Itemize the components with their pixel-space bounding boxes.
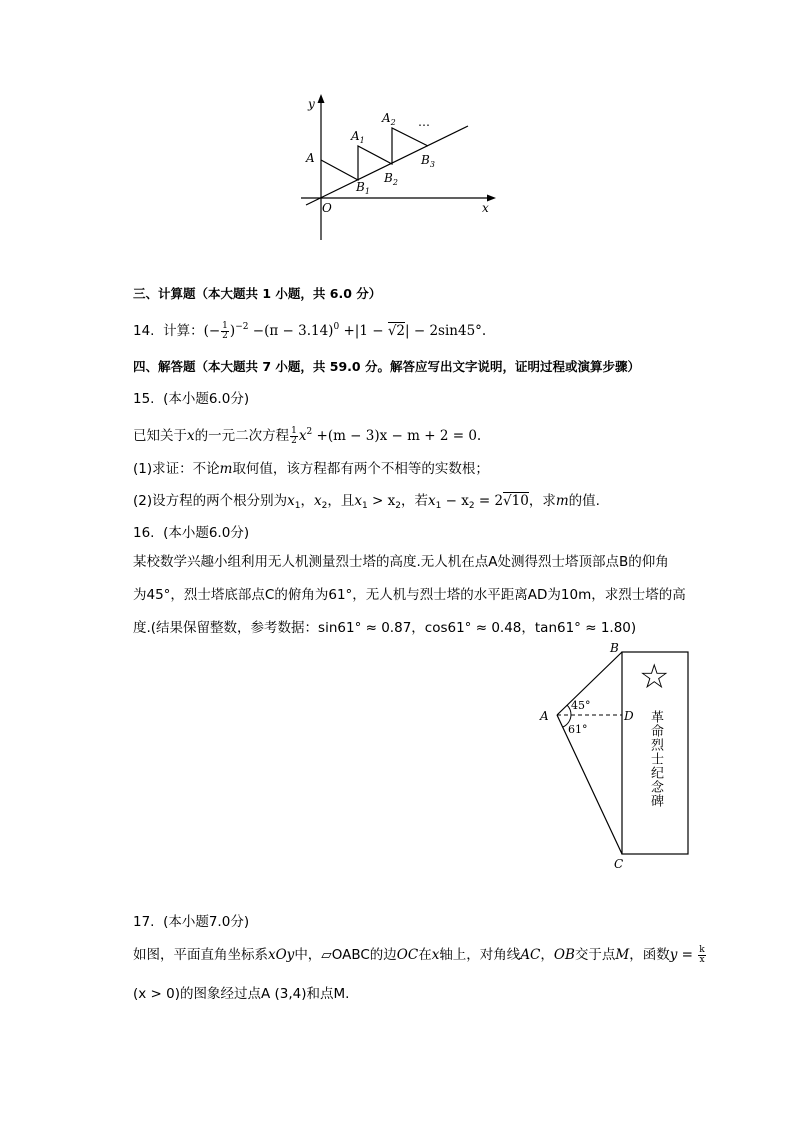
q14-part3: −(π − 3.14)	[248, 323, 334, 339]
point-b3-label: $B_3$	[421, 153, 435, 169]
question-16-line-3: 度.(结果保留整数，参考数据：sin61° ≈ 0.87，cos61° ≈ 0.48，tan61° ≈ 1.80)	[133, 620, 637, 636]
question-score: (本小题7.0分)	[163, 914, 250, 930]
question-14-prefix: 计算：	[163, 323, 204, 339]
fraction: $\frac{1}{2}$	[222, 321, 228, 341]
angle-61-label: 61°	[568, 723, 588, 736]
question-17-line-2: (x > 0)的图象经过点A (3,4)和点M.	[133, 986, 350, 1002]
question-number: 15.	[133, 391, 155, 407]
section-4-title: 四、解答题（本大题共 7 小题，共 59.0 分。解答应写出文字说明，证明过程或演算步骤）	[133, 359, 640, 374]
q14-part1: (−	[203, 323, 221, 339]
figure-monument-diagram	[535, 638, 700, 875]
point-b-label: B	[610, 641, 619, 655]
question-14	[133, 317, 486, 341]
question-16-header	[133, 523, 249, 543]
figure-sawtooth-diagram	[296, 92, 506, 247]
point-a1-label: $A_1$	[351, 129, 365, 145]
question-15-part-2: (2)设方程的两个根分别为$x_1$，$x_2$，且$x_1 > x_2$，若$x_1 - x_2 = 2√10$，求m的值.	[133, 493, 600, 511]
point-a2-label: $A_2$	[382, 111, 396, 127]
ellipsis-label: …	[418, 115, 430, 129]
point-a-label: A	[540, 709, 549, 723]
point-b2-label: $B_2$	[384, 171, 398, 187]
question-score: (本小题6.0分)	[163, 391, 250, 407]
question-score: (本小题6.0分)	[163, 525, 250, 541]
point-c-label: C	[614, 857, 624, 871]
q14-sqrt: √2	[387, 323, 406, 339]
point-a-label: A	[306, 151, 315, 165]
question-17-header	[133, 912, 249, 932]
q14-part5: | − 2sin45°.	[405, 323, 487, 339]
point-d-label: D	[624, 709, 634, 723]
x-axis-label: x	[482, 201, 489, 215]
q14-part2: )	[229, 323, 236, 339]
point-b1-label: $B_1$	[356, 180, 370, 196]
section-3-title: 三、计算题（本大题共 1 小题，共 6.0 分）	[133, 286, 382, 301]
question-number: 14.	[133, 323, 155, 339]
angle-45-label: 45°	[571, 699, 591, 712]
q14-exp1: −2	[235, 322, 249, 332]
star-icon: ☆	[639, 657, 670, 697]
question-number: 16.	[133, 525, 155, 541]
y-axis-label: y	[308, 97, 315, 111]
monument-inscription: 革命烈士纪念碑	[648, 710, 663, 808]
question-15-header	[133, 389, 249, 409]
question-15-part-1: (1)求证：不论m取何值，该方程都有两个不相等的实数根；	[133, 461, 489, 477]
question-17-line-1: 如图，平面直角坐标系xOy中，▱OABC的边OC在x轴上，对角线AC，OB交于点M，函数y = $\frac{k}{x}$	[133, 944, 705, 965]
question-15-stem: 已知关于x的一元二次方程 $\frac{1}{2}$ $x^2 +(m - 3)x - m + 2 = 0$.	[133, 425, 482, 446]
q14-exp2: 0	[333, 322, 340, 332]
origin-label: O	[322, 201, 332, 215]
question-number: 17.	[133, 914, 155, 930]
question-16-line-2: 为45°，烈士塔底部点C的俯角为61°，无人机与烈士塔的水平距离AD为10m，求烈士塔的高	[133, 587, 686, 603]
q14-part4: +|1 −	[339, 323, 388, 339]
question-16-line-1: 某校数学兴趣小组利用无人机测量烈士塔的高度.无人机在点A处测得烈士塔顶部点B的仰角	[133, 554, 669, 570]
